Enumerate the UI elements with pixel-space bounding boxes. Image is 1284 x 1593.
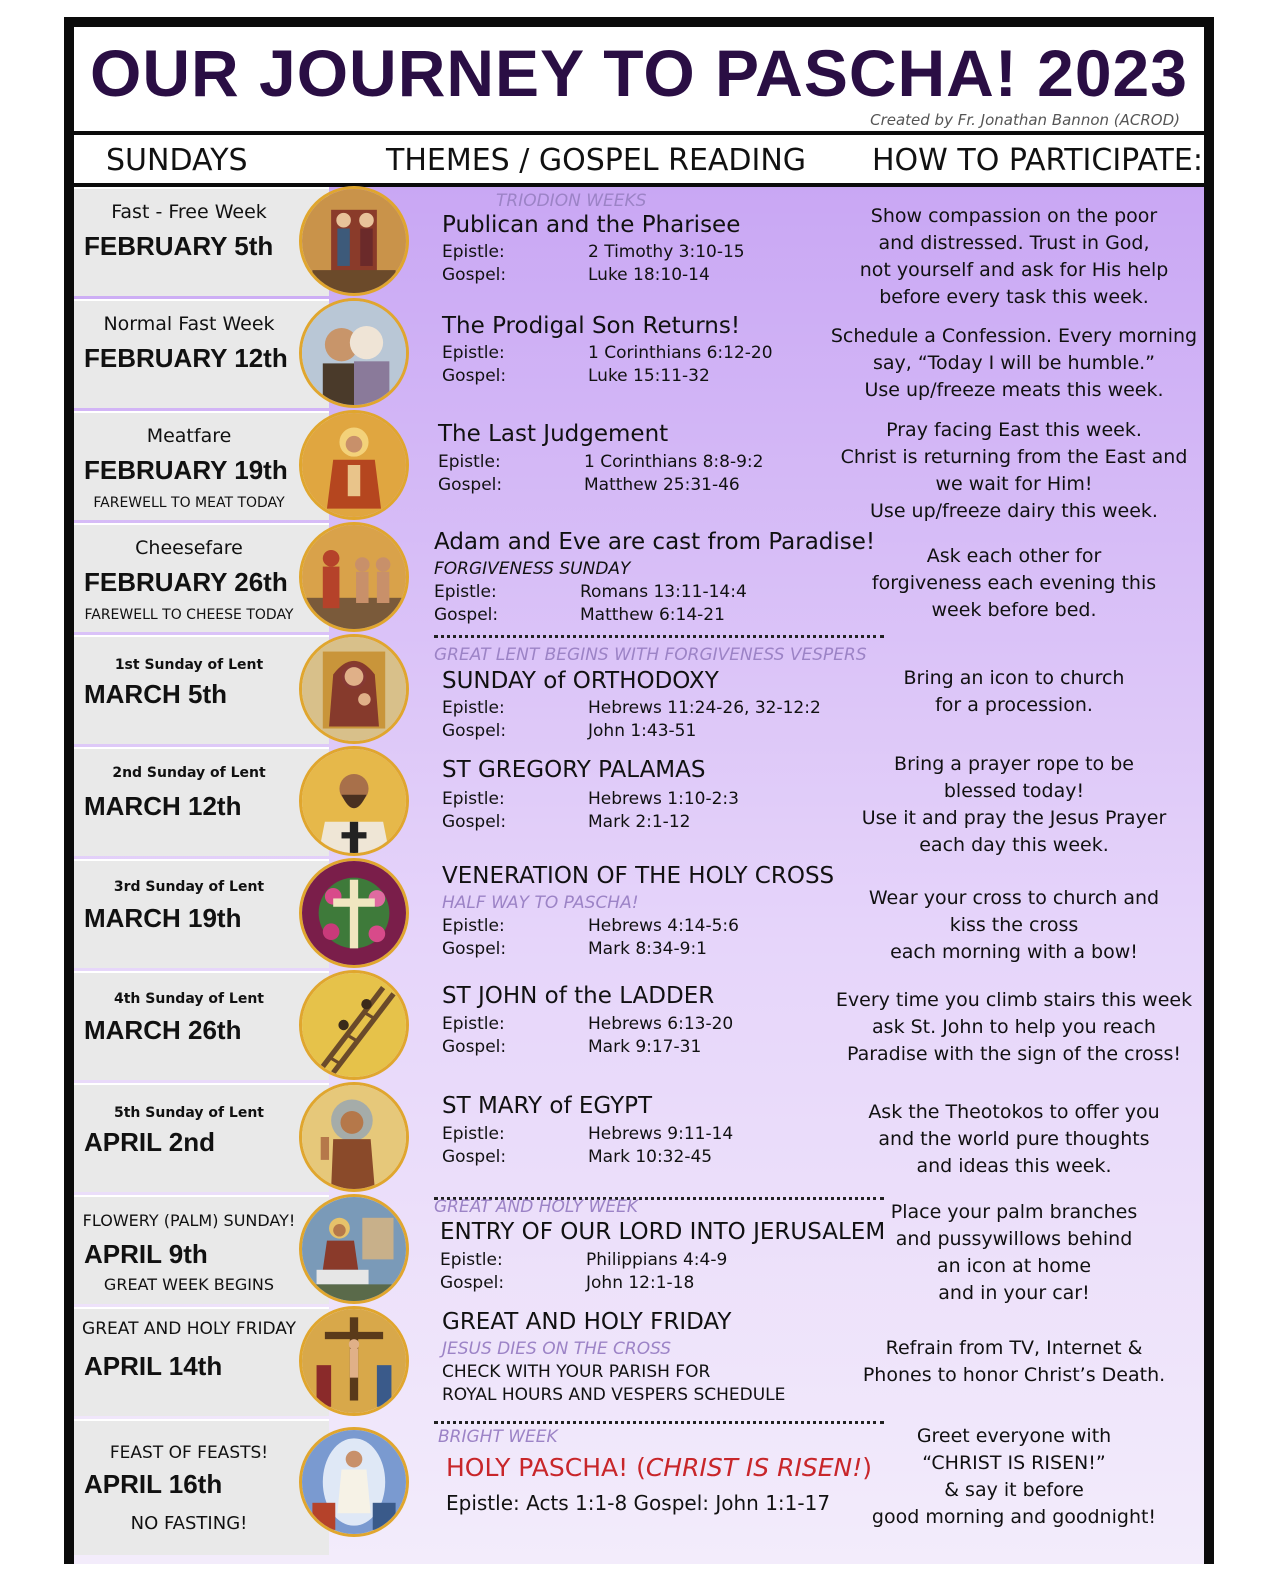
christ-is-risen-text: CHRIST IS RISEN! bbox=[645, 1453, 863, 1482]
christ-judge-icon bbox=[299, 410, 409, 520]
column-header-participate: HOW TO PARTICIPATE: bbox=[872, 143, 1203, 178]
week-subtitle: 1st Sunday of Lent bbox=[114, 657, 264, 673]
week-subtitle: Normal Fast Week bbox=[103, 313, 275, 335]
week-row bbox=[74, 1307, 1204, 1419]
sunday-cell bbox=[74, 187, 329, 296]
week-row bbox=[74, 971, 1204, 1083]
theotokos-icon bbox=[299, 634, 409, 744]
sunday-cell bbox=[74, 1083, 329, 1192]
pascha-readings: Epistle: Acts 1:1-8 Gospel: John 1:1-17 bbox=[446, 1491, 831, 1515]
theme-title: Adam and Eve are cast from Paradise! bbox=[434, 529, 876, 555]
sunday-cell bbox=[74, 635, 329, 744]
week-subtitle: 2nd Sunday of Lent bbox=[112, 765, 266, 781]
sunday-date: FEBRUARY 5th bbox=[84, 231, 274, 261]
participation-text: Wear your cross to church and kiss the cross each morning with a bow! bbox=[868, 887, 1160, 963]
sunday-date: MARCH 26th bbox=[84, 1015, 242, 1045]
week-subtitle: Fast - Free Week bbox=[111, 201, 267, 223]
theme-title: The Last Judgement bbox=[438, 421, 669, 447]
participation-text: Every time you climb stairs this week ask St. John to help you reach Paradise with the sign of the cross! bbox=[835, 989, 1193, 1065]
week-note: NO FASTING! bbox=[130, 1513, 248, 1534]
pascha-title: HOLY PASCHA! (CHRIST IS RISEN!) bbox=[446, 1453, 873, 1482]
epistle-reading: Epistle: 1 Corinthians 6:12-20 bbox=[442, 343, 773, 363]
gospel-reading: Gospel: John 12:1-18 bbox=[440, 1273, 695, 1293]
gospel-reading: Gospel: Mark 2:1-12 bbox=[442, 812, 691, 832]
publican-pharisee-icon bbox=[299, 186, 409, 296]
week-subtitle: 3rd Sunday of Lent bbox=[113, 879, 265, 895]
sunday-date: FEBRUARY 19th bbox=[84, 455, 288, 485]
week-row bbox=[74, 1083, 1204, 1195]
participation-text: Bring an icon to church for a procession. bbox=[903, 667, 1125, 716]
participation-text: Greet everyone with “CHRIST IS RISEN!” & say it before good morning and goodnight! bbox=[871, 1425, 1157, 1528]
week-subtitle: FEAST OF FEASTS! bbox=[109, 1443, 269, 1463]
theme-title: The Prodigal Son Returns! bbox=[442, 313, 741, 339]
participation-text: Ask each other for forgiveness each evening this week before bed. bbox=[871, 545, 1157, 621]
week-row bbox=[74, 1195, 1204, 1307]
column-header-sundays: SUNDAYS bbox=[106, 143, 248, 178]
theme-title: Publican and the Pharisee bbox=[442, 212, 741, 238]
week-row bbox=[74, 411, 1204, 523]
st-mary-egypt-icon bbox=[299, 1082, 409, 1192]
participation-text: Show compassion on the poor and distressed. Trust in God, not yourself and ask for His help before every task this week. bbox=[859, 205, 1169, 308]
theme-title: SUNDAY of ORTHODOXY bbox=[442, 668, 719, 694]
section-label-triodion: TRIODION WEEKS bbox=[496, 191, 647, 211]
week-subtitle: Meatfare bbox=[146, 425, 232, 447]
sunday-date: FEBRUARY 12th bbox=[84, 343, 288, 373]
epistle-reading: Epistle: 2 Timothy 3:10-15 bbox=[442, 242, 745, 262]
section-label-great-lent: GREAT LENT BEGINS WITH FORGIVENESS VESPERS bbox=[434, 645, 867, 665]
gospel-reading: Gospel: John 1:43-51 bbox=[442, 721, 697, 741]
adam-eve-icon bbox=[299, 522, 409, 632]
theme-subtitle: HALF WAY TO PASCHA! bbox=[442, 893, 639, 913]
theme-subtitle: FORGIVENESS SUNDAY bbox=[434, 559, 631, 579]
gospel-reading: Gospel: Mark 8:34-9:1 bbox=[442, 939, 707, 959]
epistle-reading: Epistle: Hebrews 1:10-2:3 bbox=[442, 789, 739, 809]
week-subtitle: 5th Sunday of Lent bbox=[114, 1105, 264, 1121]
week-row bbox=[74, 187, 1204, 308]
sunday-cell bbox=[74, 523, 329, 632]
week-subtitle: Cheesefare bbox=[135, 537, 243, 559]
gospel-reading: Gospel: Mark 10:32-45 bbox=[442, 1147, 713, 1167]
sunday-cell bbox=[74, 747, 329, 856]
epistle-reading: Epistle: Philippians 4:4-9 bbox=[440, 1250, 728, 1270]
sunday-cell bbox=[74, 411, 329, 520]
sunday-date: APRIL 2nd bbox=[84, 1127, 215, 1157]
theme-title: ST JOHN of the LADDER bbox=[442, 983, 715, 1009]
credit-line: Created by Fr. Jonathan Bannon (ACROD) bbox=[870, 111, 1180, 129]
crucifixion-icon bbox=[299, 1306, 409, 1416]
sunday-date: APRIL 16th bbox=[84, 1469, 223, 1499]
week-subtitle: GREAT AND HOLY FRIDAY bbox=[82, 1319, 296, 1339]
week-row bbox=[74, 859, 1204, 971]
parish-note-line: CHECK WITH YOUR PARISH FOR bbox=[442, 1362, 711, 1382]
epistle-reading: Epistle: Romans 13:11-14:4 bbox=[434, 582, 747, 602]
prodigal-son-icon bbox=[299, 298, 409, 408]
epistle-reading: Epistle: Hebrews 6:13-20 bbox=[442, 1014, 734, 1034]
holy-cross-icon bbox=[299, 858, 409, 968]
st-gregory-icon bbox=[299, 746, 409, 856]
sunday-date: MARCH 19th bbox=[84, 903, 242, 933]
sunday-cell bbox=[74, 1307, 329, 1416]
week-row bbox=[74, 747, 1204, 859]
week-note: FAREWELL TO MEAT TODAY bbox=[93, 495, 285, 511]
participation-text: Bring a prayer rope to be blessed today! Use it and pray the Jesus Prayer each day this week. bbox=[861, 753, 1167, 856]
epistle-reading: Epistle: 1 Corinthians 8:8-9:2 bbox=[438, 452, 764, 472]
week-row bbox=[74, 523, 1204, 635]
theme-subtitle: JESUS DIES ON THE CROSS bbox=[442, 1339, 672, 1359]
schedule-table bbox=[74, 187, 1204, 1564]
sunday-date: MARCH 5th bbox=[84, 679, 227, 709]
poster-frame bbox=[64, 17, 1214, 1564]
week-note: GREAT WEEK BEGINS bbox=[103, 1275, 275, 1294]
week-subtitle: FLOWERY (PALM) SUNDAY! bbox=[82, 1211, 296, 1230]
week-row bbox=[74, 299, 1204, 411]
resurrection-icon bbox=[299, 1427, 409, 1537]
participation-text: Pray facing East this week. Christ is returning from the East and we wait for Him! Use up/freeze dairy this week. bbox=[840, 419, 1188, 522]
ladder-icon bbox=[299, 970, 409, 1080]
section-label-bright-week: BRIGHT WEEK bbox=[438, 1427, 558, 1447]
week-row bbox=[74, 635, 1204, 747]
epistle-reading: Epistle: Hebrews 11:24-26, 32-12:2 bbox=[442, 698, 821, 718]
participation-text: Schedule a Confession. Every morning say, “Today I will be humble.” Use up/freeze meats this week. bbox=[830, 325, 1198, 401]
sunday-cell bbox=[74, 1195, 329, 1304]
gospel-reading: Gospel: Matthew 25:31-46 bbox=[438, 475, 740, 495]
parish-note-line: ROYAL HOURS AND VESPERS SCHEDULE bbox=[442, 1385, 786, 1405]
sunday-cell bbox=[74, 299, 329, 408]
epistle-reading: Epistle: Hebrews 4:14-5:6 bbox=[442, 916, 739, 936]
gospel-reading: Gospel: Matthew 6:14-21 bbox=[434, 605, 725, 625]
week-row bbox=[74, 1419, 1204, 1559]
theme-title: ST GREGORY PALAMAS bbox=[442, 757, 706, 783]
theme-title: VENERATION OF THE HOLY CROSS bbox=[442, 863, 835, 889]
sunday-cell bbox=[74, 971, 329, 1080]
sunday-date: FEBRUARY 26th bbox=[84, 567, 288, 597]
week-note: FAREWELL TO CHEESE TODAY bbox=[84, 607, 294, 623]
week-subtitle: 4th Sunday of Lent bbox=[114, 991, 264, 1007]
participation-text: Ask the Theotokos to offer you and the world pure thoughts and ideas this week. bbox=[868, 1101, 1160, 1177]
participation-text: Place your palm branches and pussywillows behind an icon at home and in your car! bbox=[890, 1201, 1138, 1304]
section-label-holy-week: GREAT AND HOLY WEEK bbox=[434, 1197, 638, 1217]
theme-title: ENTRY OF OUR LORD INTO JERUSALEM bbox=[440, 1219, 886, 1245]
participation-text: Refrain from TV, Internet & Phones to honor Christ’s Death. bbox=[862, 1337, 1166, 1386]
page-title: OUR JOURNEY TO PASCHA! 2023 bbox=[90, 36, 1188, 110]
sunday-cell bbox=[74, 859, 329, 968]
epistle-reading: Epistle: Hebrews 9:11-14 bbox=[442, 1124, 734, 1144]
column-header-themes: THEMES / GOSPEL READING bbox=[386, 143, 807, 178]
theme-title: ST MARY of EGYPT bbox=[442, 1093, 653, 1119]
gospel-reading: Gospel: Luke 15:11-32 bbox=[442, 366, 710, 386]
gospel-reading: Gospel: Mark 9:17-31 bbox=[442, 1037, 702, 1057]
entry-jerusalem-icon bbox=[299, 1194, 409, 1304]
sunday-date: MARCH 12th bbox=[84, 791, 242, 821]
sunday-date: APRIL 9th bbox=[84, 1239, 208, 1269]
sunday-cell bbox=[74, 1419, 329, 1555]
sunday-date: APRIL 14th bbox=[84, 1351, 223, 1381]
header-divider bbox=[74, 131, 1204, 135]
gospel-reading: Gospel: Luke 18:10-14 bbox=[442, 265, 710, 285]
theme-title: GREAT AND HOLY FRIDAY bbox=[442, 1309, 732, 1335]
